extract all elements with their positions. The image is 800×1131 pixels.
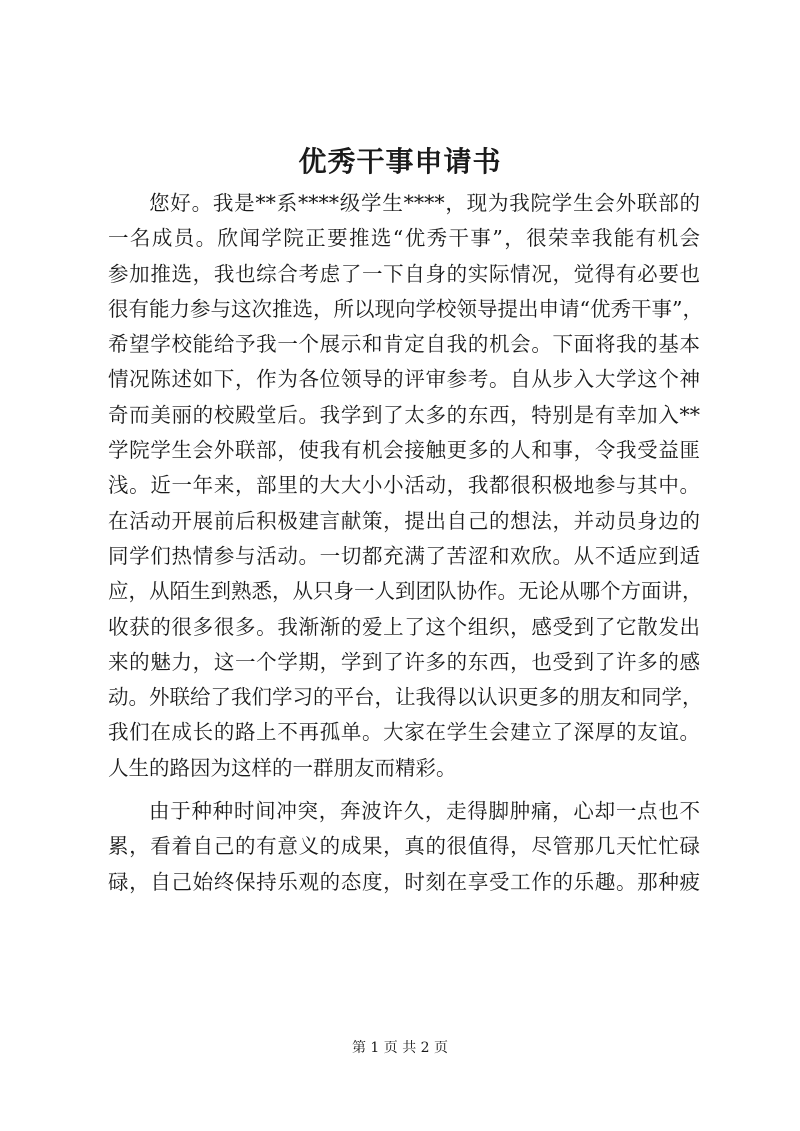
- text-line: 情况陈述如下，作为各位领导的评审参考。自从步入大学这个神: [108, 367, 700, 392]
- document-title: 优秀干事申请书: [298, 145, 502, 178]
- text-line: 同学们热情参与活动。一切都充满了苦涩和欢欣。从不适应到适: [108, 543, 700, 568]
- text-line: 浅。近一年来，部里的大大小小活动，我都很积极地参与其中。: [108, 473, 700, 498]
- text-line: 由于种种时间冲突，奔波许久，走得脚肿痛，心却一点也不: [149, 799, 700, 824]
- text-line: 希望学校能给予我一个展示和肯定自我的机会。下面将我的基本: [108, 332, 700, 357]
- text-line: 在活动开展前后积极建言献策，提出自己的想法，并动员身边的: [108, 508, 700, 533]
- paragraph-gap: [108, 786, 700, 794]
- text-line: 很有能力参与这次推选，所以现向学校领导提出申请“优秀干事”，: [108, 296, 703, 321]
- text-line: 动。外联给了我们学习的平台，让我得以认识更多的朋友和同学，: [108, 685, 703, 710]
- document-body: [108, 186, 703, 900]
- page-footer: 第 1 页 共 2 页: [351, 1040, 449, 1056]
- paragraph-1: [108, 186, 703, 786]
- text-line: 奇而美丽的校殿堂后。我学到了太多的东西，特别是有幸加入**: [108, 402, 700, 427]
- text-line: 参加推选，我也综合考虑了一下自身的实际情况，觉得有必要也: [108, 261, 700, 286]
- text-line: 学院学生会外联部，使我有机会接触更多的人和事，令我受益匪: [108, 438, 700, 463]
- text-line: 应，从陌生到熟悉，从只身一人到团队协作。无论从哪个方面讲，: [108, 579, 703, 604]
- text-line: 收获的很多很多。我渐渐的爱上了这个组织，感受到了它散发出: [108, 614, 700, 639]
- text-line: 您好。我是**系****级学生****，现为我院学生会外联部的: [149, 191, 700, 215]
- text-line: 累，看着自己的有意义的成果，真的很值得，尽管那几天忙忙碌: [108, 834, 700, 859]
- text-line: 来的魅力，这一个学期，学到了许多的东西，也受到了许多的感: [108, 649, 700, 674]
- text-line: 我们在成长的路上不再孤单。大家在学生会建立了深厚的友谊。: [108, 720, 700, 745]
- text-line: 一名成员。欣闻学院正要推选“优秀干事”，很荣幸我能有机会: [108, 226, 700, 251]
- text-line: 人生的路因为这样的一群朋友而精彩。: [108, 755, 457, 780]
- text-line: 碌，自己始终保持乐观的态度，时刻在享受工作的乐趣。那种疲: [108, 869, 700, 894]
- paragraph-2: [108, 794, 700, 900]
